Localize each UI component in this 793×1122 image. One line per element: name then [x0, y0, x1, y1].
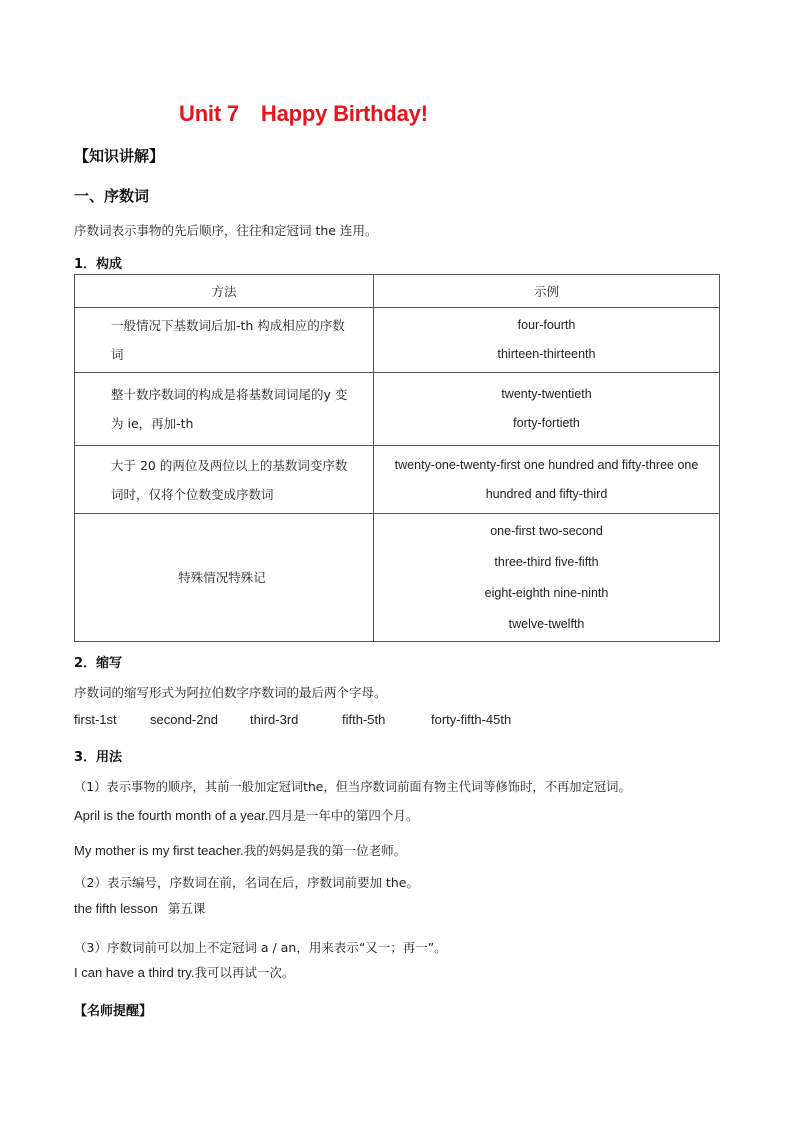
- sub-heading-formation: 1．构成: [74, 257, 123, 272]
- examples-cell: four-fourth thirteen-thirteenth: [374, 308, 720, 373]
- example-sentence-4: I can have a third try.我可以再试一次。: [74, 965, 295, 980]
- table-row: [75, 514, 720, 642]
- usage-rule-1: （1）表示事物的顺序，其前一般加定冠词the，但当序数词前面有物主代词等修饰时，不再加定冠词。: [74, 780, 631, 794]
- abbr-example: second-2nd: [150, 712, 218, 727]
- table-row: [75, 373, 720, 446]
- method-cell: 整十数序数词的构成是将基数词词尾的y 变 为 ie，再加-th: [75, 373, 374, 446]
- examples-cell: one-first two-second three-third five-fifth eight-eighth nine-ninth twelve-twelfth: [374, 514, 720, 642]
- examples-cell: twenty-one-twenty-first one hundred and fifty-three one hundred and fifty-third: [374, 446, 720, 514]
- table-header-examples: 示例: [374, 275, 720, 308]
- sub-heading-abbreviation: 2．缩写: [74, 656, 123, 671]
- document-title: [179, 101, 428, 127]
- sub-heading-usage: 3．用法: [74, 750, 123, 765]
- example-sentence-2: My mother is my first teacher.我的妈妈是我的第一位老师。: [74, 843, 407, 858]
- method-cell: 一般情况下基数词后加-th 构成相应的序数 词: [75, 308, 374, 373]
- abbr-example: first-1st: [74, 712, 117, 727]
- ordinal-intro: 序数词表示事物的先后顺序，往往和定冠词 the 连用。: [74, 223, 378, 238]
- method-cell: 特殊情况特殊记: [75, 514, 374, 642]
- abbr-example: forty-fifth-45th: [431, 712, 512, 727]
- usage-rule-3: （3）序数词前可以加上不定冠词 a / an，用来表示“又一；再一”。: [74, 940, 447, 955]
- abbr-example: third-3rd: [250, 712, 299, 727]
- usage-rule-2: （2）表示编号，序数词在前，名词在后，序数词前要加 the。: [74, 875, 419, 890]
- title-name: Happy Birthday!: [260, 101, 428, 126]
- formation-table: [74, 274, 720, 642]
- section-ordinal-heading: 一、序数词: [74, 187, 150, 205]
- abbreviation-intro: 序数词的缩写形式为阿拉伯数字序数词的最后两个字母。: [74, 685, 387, 700]
- examples-cell: twenty-twentieth forty-fortieth: [374, 373, 720, 446]
- abbr-example: fifth-5th: [342, 712, 386, 727]
- method-cell: 大于 20 的两位及两位以上的基数词变序数 词时，仅将个位数变成序数词: [75, 446, 374, 514]
- table-header-method: 方法: [75, 275, 374, 308]
- example-sentence-1: April is the fourth month of a year.四月是一年中的第四个月。: [74, 808, 419, 823]
- title-unit: Unit 7: [179, 101, 239, 126]
- table-row: [75, 308, 720, 373]
- teacher-tip-heading: 【名师提醒】: [74, 1004, 153, 1019]
- table-row: [75, 446, 720, 514]
- example-sentence-3: the fifth lesson 第五课: [74, 901, 206, 916]
- knowledge-heading: 【知识讲解】: [74, 147, 165, 165]
- table-header-row: [75, 275, 720, 308]
